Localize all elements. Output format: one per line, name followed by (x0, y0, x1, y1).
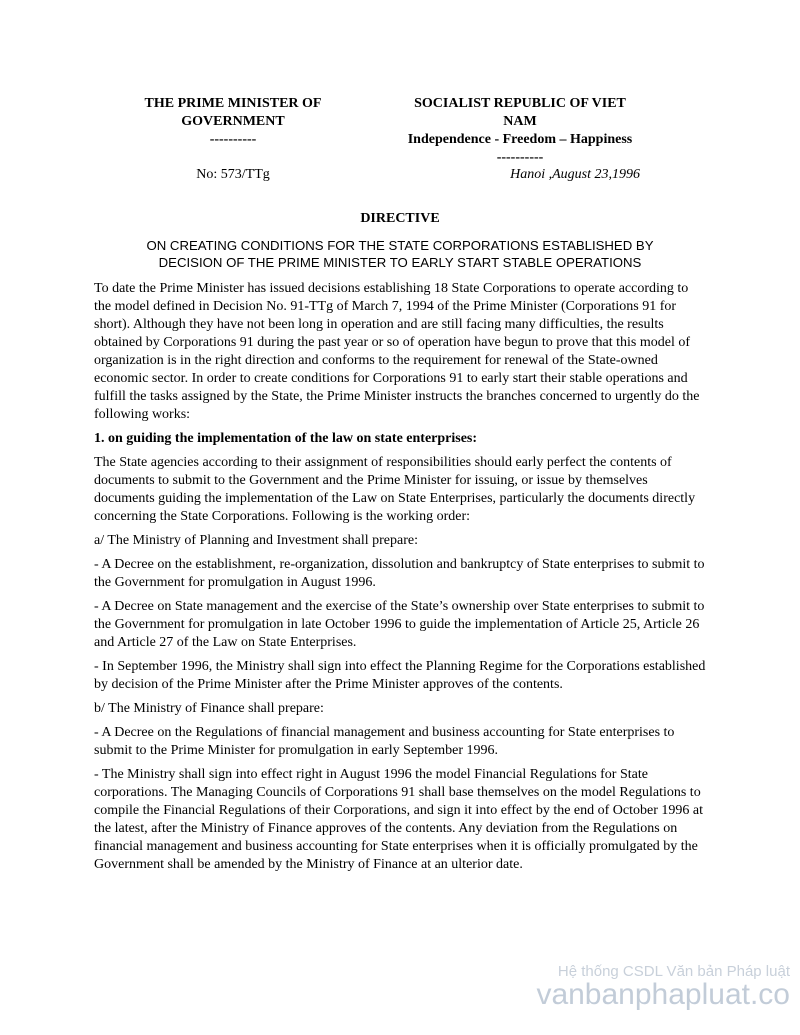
list-item: - A Decree on State management and the exercise of the State’s ownership over State enterprises to submit to the Government for promulgation in late October 1996 to guide the implementation of Article 25, Article 26 and Article 27 of the Law on State Enterprises. (94, 599, 705, 650)
issuer-line: THE PRIME MINISTER OF (144, 96, 322, 111)
watermark-caption: Hệ thống CSDL Văn bản Pháp luật (557, 963, 790, 980)
country-line: SOCIALIST REPUBLIC OF VIET (414, 96, 626, 111)
document-date: Hanoi ,August 23,1996 (510, 167, 640, 182)
body-paragraph: The State agencies according to their assignment of responsibilities should early perfect the contents of documents to submit to the Government and the Prime Minister for issuing, or issue by themselves documents guiding the implementation of the Law on State Enterprises, particularly the documents directly concerning the State Corporations. Following is the working order: (94, 455, 696, 524)
motto: Independence - Freedom – Happiness (407, 132, 633, 147)
list-item: - A Decree on the establishment, re-organization, dissolution and bankruptcy of State enterprises to submit to the Government for promulgation in August 1996. (94, 557, 705, 590)
issuer-line: GOVERNMENT (181, 114, 285, 129)
watermark-site: vanbanphapluat.co (536, 978, 790, 1011)
document-number: No: 573/TTg (196, 167, 270, 182)
section-heading: 1. on guiding the implementation of the law on state enterprises: (94, 431, 478, 446)
subsection-heading: b/ The Ministry of Finance shall prepare: (94, 701, 324, 716)
document-subtitle (94, 237, 706, 271)
subtitle-line: DECISION OF THE PRIME MINISTER TO EARLY START STABLE OPERATIONS (158, 255, 642, 270)
list-item: - A Decree on the Regulations of financial management and business accounting for State enterprises to submit to the Prime Minister for promulgation in early September 1996. (94, 725, 675, 758)
issuer-header (110, 95, 356, 149)
national-header (380, 95, 660, 167)
preamble-paragraph: To date the Prime Minister has issued decisions establishing 18 State Corporations to operate according to the model defined in Decision No. 91-TTg of March 7, 1994 of the Prime Minister (Corporations 91 for short). Although they have not been long in operation and are still facing many difficulties, the results obtained by Corporations 91 during the past year or so of operation have begun to prove that this model of organization is in the right direction and conforms to the requirement for renewal of the State-owned economic sector. In order to create conditions for Corporations 91 to early start their stable operations and fulfill the tasks assigned by the State, the Prime Minister instructs the branches concerned to urgently do the following works: (94, 281, 700, 422)
motto-separator: ---------- (496, 150, 544, 165)
country-line: NAM (503, 114, 537, 129)
document-body (94, 280, 706, 880)
list-item: - The Ministry shall sign into effect right in August 1996 the model Financial Regulations for State corporations. The Managing Councils of Corporations 91 shall base themselves on the model Regulations to compile the Financial Regulations of their Corporations, and sign it into effect by the end of October 1996 at the latest, after the Ministry of Finance approves of the contents. Any deviation from the Regulations on financial management and business accounting for State enterprises when it is officially promulgated by the Government shall be amended by the Ministry of Finance at an ulterior date. (94, 767, 703, 872)
document-title: DIRECTIVE (360, 211, 440, 226)
subtitle-line: ON CREATING CONDITIONS FOR THE STATE CORPORATIONS ESTABLISHED BY (146, 238, 654, 253)
subsection-heading: a/ The Ministry of Planning and Investment shall prepare: (94, 533, 419, 548)
issuer-separator: ---------- (209, 132, 257, 147)
list-item: - In September 1996, the Ministry shall sign into effect the Planning Regime for the Corporations established by decision of the Prime Minister after the Prime Minister approves of the contents. (94, 659, 706, 692)
